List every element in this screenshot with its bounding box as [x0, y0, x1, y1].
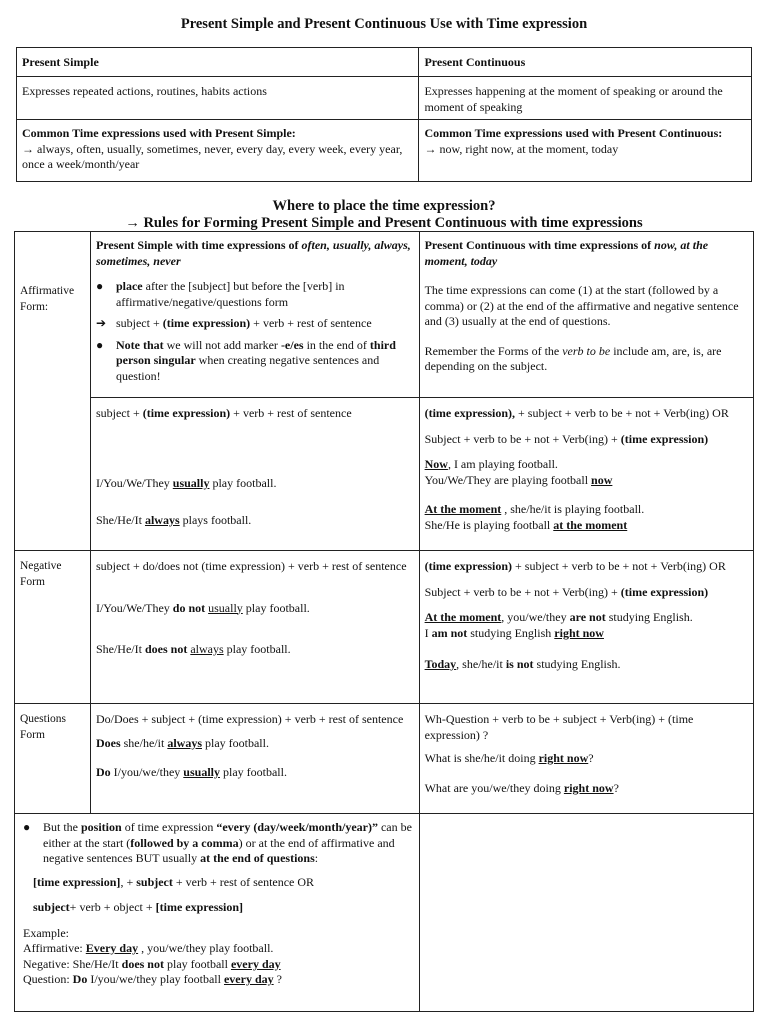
common-pc-title: Common Time expressions used with Present Continuous: [424, 126, 723, 140]
pc-negative-example-3: Today, she/he/it is not studying English. [424, 657, 621, 671]
arrow-icon: ➔ [95, 316, 107, 330]
pc-negative-example-1: At the moment, you/we/they are not studying English. [424, 610, 693, 624]
pc-verb-to-be-note: Remember the Forms of the verb to be include am, are, is, are depending on the subject. [424, 343, 722, 373]
pc-question-example-2: What are you/we/they doing right now? [424, 780, 619, 795]
use-present-continuous: Expresses happening at the moment of speaking or around the moment of speaking [419, 77, 752, 120]
summary-table [16, 47, 752, 182]
document-title: Present Simple and Present Continuous Use with Time expression [180, 16, 588, 32]
every-formula-2: subject+ verb + object + [time expression] [33, 900, 244, 914]
use-present-simple: Expresses repeated actions, routines, habits actions [17, 77, 419, 120]
every-formula-1: [time expression], + subject + verb + rest of sentence OR [33, 874, 315, 889]
ps-question-example-2: Do I/you/we/they usually play football. [95, 765, 287, 779]
ps-negative [90, 551, 419, 704]
pc-affirmative-example-1: Now, I am playing football. [424, 457, 558, 471]
pc-placement-note: The time expressions can come (1) at the start (followed by a comma) or (2) at the end of the affirmative and negative sentence and (3) usually at the end of questions. [424, 283, 739, 328]
header-present-simple: Present Simple [17, 48, 419, 77]
ps-column-header: Present Simple with time expressions of often, usually, always, sometimes, never [95, 238, 411, 268]
pc-column-header: Present Continuous with time expressions of now, at the moment, today [424, 238, 709, 268]
questions-form-label: Questions Form [15, 704, 91, 814]
section-heading: Where to place the time expression? [272, 198, 496, 214]
ps-negative-example-1: I/You/We/They do not usually play football. [95, 600, 310, 615]
ps-affirmative-examples [90, 398, 419, 551]
pc-affirmative-example-2: You/We/They are playing football now [424, 472, 613, 487]
section-subheading: → Rules for Forming Present Simple and Present Continuous with time expressions [125, 215, 643, 231]
ps-affirmative-example-1: I/You/We/They usually play football. [95, 475, 277, 490]
pc-affirmative-formula-1: (time expression), + subject + verb to be + not + Verb(ing) OR [424, 406, 729, 420]
ps-affirmative-rules [90, 232, 419, 398]
pc-question-example-1: What is she/he/it doing right now? [424, 751, 594, 765]
negative-form-label: Negative Form [15, 551, 91, 704]
pc-affirmative-example-4: She/He is playing football at the moment [424, 517, 628, 532]
affirmative-form-label [15, 232, 91, 551]
pc-questions [419, 704, 753, 814]
pc-negative [419, 551, 753, 704]
common-ps-title: Common Time expressions used with Present Simple: [22, 126, 296, 140]
pc-negative-formula-2: Subject + verb to be + not + Verb(ing) + (time expression) [424, 584, 709, 599]
header-present-continuous: Present Continuous [419, 48, 752, 77]
ps-bullet-note: ● Note that we will not add marker -e/es in the end of third person singular when creating negative sentences and question! [95, 337, 396, 383]
pc-question-formula: Wh-Question + verb to be + subject + Verb(ing) + (time expression) ? [424, 712, 694, 742]
pc-affirmative-formula-2: Subject + verb to be + not + Verb(ing) + (time expression) [424, 431, 709, 446]
pc-affirmative-example-3: At the moment , she/he/it is playing football. [424, 502, 645, 516]
pc-affirmative-rules [419, 232, 753, 398]
ps-arrow-formula: ➔ subject + (time expression) + verb + rest of sentence [95, 316, 372, 330]
example-question: Question: Do I/you/we/they play football every day ? [23, 972, 282, 986]
rules-table [14, 231, 754, 1012]
ps-question-example-1: Does she/he/it always play football. [95, 735, 269, 750]
affirmative-label-text: Affirmative Form: [20, 285, 75, 313]
example-affirmative: Affirmative: Every day , you/we/they play football. [23, 941, 274, 955]
ps-questions [90, 704, 419, 814]
example-label: Example: [23, 925, 69, 940]
empty-cell [419, 814, 753, 1012]
common-pc-list: → now, right now, at the moment, today [424, 141, 619, 156]
example-negative: Negative: She/He/It does not play football every day [23, 956, 281, 971]
ps-affirmative-example-2: She/He/It always plays football. [95, 513, 252, 527]
ps-question-formula: Do/Does + subject + (time expression) + verb + rest of sentence [95, 712, 404, 726]
ps-affirmative-formula: subject + (time expression) + verb + rest of sentence [95, 406, 352, 420]
common-expressions-present-simple [17, 120, 419, 182]
every-expression-section [15, 814, 420, 1012]
pc-negative-formula-1: (time expression) + subject + verb to be + not + Verb(ing) OR [424, 559, 726, 573]
ps-bullet-place: ● place after the [subject] but before the [verb] in affirmative/negative/questions form [95, 279, 345, 309]
common-ps-list: → always, often, usually, sometimes, never, every day, every week, every year, once a week/month/year [22, 141, 403, 171]
pc-affirmative-examples [419, 398, 753, 551]
every-position-note: ● But the position of time expression “every (day/week/month/year)” can be either at the start (followed by a comma) or at the end of affirmative and negative sentences BUT usually at the end of questions: [23, 820, 412, 865]
pc-negative-example-2: I am not studying English right now [424, 625, 604, 640]
ps-negative-formula: subject + do/does not (time expression) + verb + rest of sentence [95, 559, 407, 573]
common-expressions-present-continuous [419, 120, 752, 182]
ps-negative-example-2: She/He/It does not always play football. [95, 642, 291, 656]
